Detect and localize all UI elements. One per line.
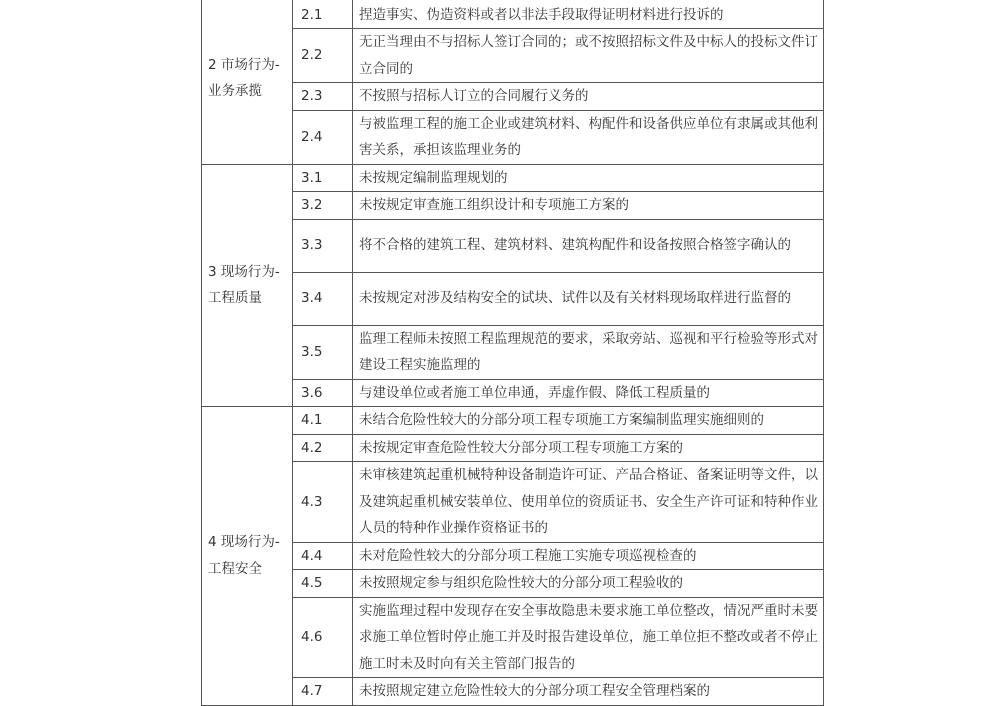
item-number: 3.1 <box>293 164 353 192</box>
violation-table <box>201 0 824 706</box>
item-description: 不按照与招标人订立的合同履行义务的 <box>353 83 824 111</box>
table-row <box>202 219 824 272</box>
table-row <box>202 379 824 407</box>
table-row <box>202 110 824 164</box>
item-number: 4.3 <box>293 462 353 543</box>
category-cell: 2 市场行为-业务承揽 <box>202 0 293 164</box>
item-description: 未审核建筑起重机械特种设备制造许可证、产品合格证、备案证明等文件，以及建筑起重机械安装单位、使用单位的资质证书、安全生产许可证和特种作业人员的特种作业操作资格证书的 <box>353 462 824 543</box>
item-description: 与被监理工程的施工企业或建筑材料、构配件和设备供应单位有隶属或其他利害关系，承担该监理业务的 <box>353 110 824 164</box>
table-row <box>202 434 824 462</box>
item-number: 2.4 <box>293 110 353 164</box>
category-cell: 4 现场行为-工程安全 <box>202 407 293 706</box>
item-description: 捏造事实、伪造资料或者以非法手段取得证明材料进行投诉的 <box>353 0 824 29</box>
table-row <box>202 29 824 83</box>
table-row <box>202 597 824 678</box>
table-row <box>202 164 824 192</box>
item-number: 4.7 <box>293 678 353 706</box>
table-row <box>202 542 824 570</box>
item-description: 未对危险性较大的分部分项工程施工实施专项巡视检查的 <box>353 542 824 570</box>
item-number: 4.2 <box>293 434 353 462</box>
item-description: 未按照规定参与组织危险性较大的分部分项工程验收的 <box>353 570 824 598</box>
category-cell: 3 现场行为-工程质量 <box>202 164 293 407</box>
item-number: 3.3 <box>293 219 353 272</box>
item-description: 未按照规定建立危险性较大的分部分项工程安全管理档案的 <box>353 678 824 706</box>
item-description: 未按规定编制监理规划的 <box>353 164 824 192</box>
item-description: 未按规定审查危险性较大分部分项工程专项施工方案的 <box>353 434 824 462</box>
item-description: 将不合格的建筑工程、建筑材料、建筑构配件和设备按照合格签字确认的 <box>353 219 824 272</box>
item-number: 3.6 <box>293 379 353 407</box>
item-description: 实施监理过程中发现存在安全事故隐患未要求施工单位整改，情况严重时未要求施工单位暂时停止施工并及时报告建设单位，施工单位拒不整改或者不停止施工时未及时向有关主管部门报告的 <box>353 597 824 678</box>
item-number: 2.3 <box>293 83 353 111</box>
item-number: 4.5 <box>293 570 353 598</box>
item-description: 未按规定对涉及结构安全的试块、试件以及有关材料现场取样进行监督的 <box>353 272 824 325</box>
table-row <box>202 678 824 706</box>
table-row <box>202 83 824 111</box>
table-row <box>202 0 824 29</box>
item-number: 2.2 <box>293 29 353 83</box>
table-row <box>202 272 824 325</box>
item-number: 3.5 <box>293 325 353 379</box>
item-description: 监理工程师未按照工程监理规范的要求，采取旁站、巡视和平行检验等形式对建设工程实施监理的 <box>353 325 824 379</box>
table-row <box>202 570 824 598</box>
item-number: 3.4 <box>293 272 353 325</box>
table-row <box>202 192 824 220</box>
table-row <box>202 325 824 379</box>
item-description: 无正当理由不与招标人签订合同的；或不按照招标文件及中标人的投标文件订立合同的 <box>353 29 824 83</box>
table-row <box>202 462 824 543</box>
item-description: 未按规定审查施工组织设计和专项施工方案的 <box>353 192 824 220</box>
item-number: 4.1 <box>293 407 353 435</box>
item-number: 2.1 <box>293 0 353 29</box>
table-row <box>202 407 824 435</box>
item-description: 与建设单位或者施工单位串通，弄虚作假、降低工程质量的 <box>353 379 824 407</box>
item-number: 4.6 <box>293 597 353 678</box>
item-number: 3.2 <box>293 192 353 220</box>
item-description: 未结合危险性较大的分部分项工程专项施工方案编制监理实施细则的 <box>353 407 824 435</box>
item-number: 4.4 <box>293 542 353 570</box>
